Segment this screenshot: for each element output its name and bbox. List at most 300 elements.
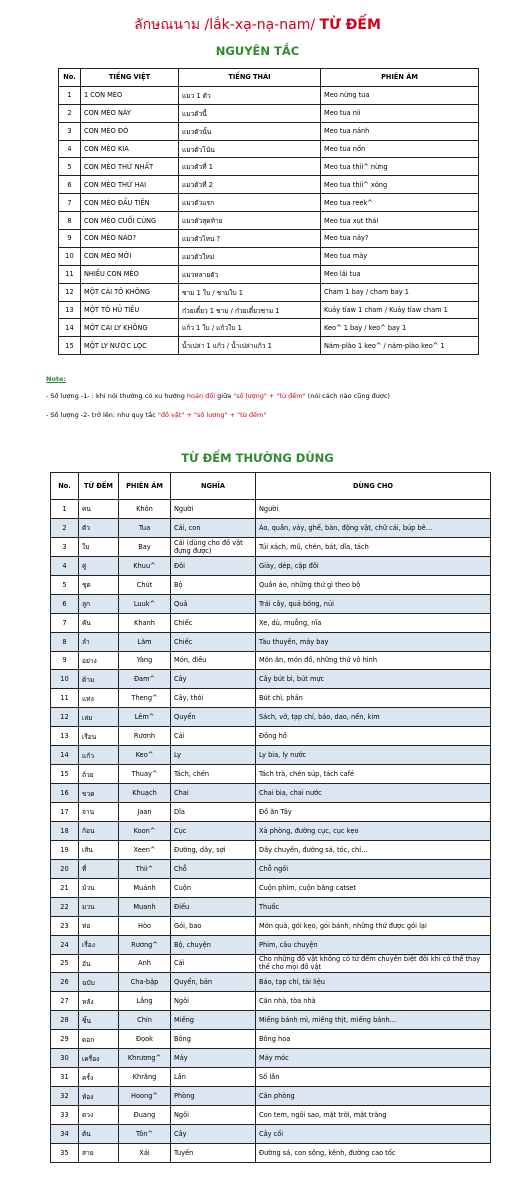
table-cell: 6 — [59, 176, 81, 194]
table-cell: Cây, thỏi — [171, 689, 256, 708]
table-cell: 5 — [59, 158, 81, 176]
table-cell: ลำ — [79, 632, 119, 651]
table-cell: Cây bút bi, bút mực — [256, 670, 491, 689]
table-cell: 18 — [51, 821, 79, 840]
table-row — [51, 1049, 491, 1068]
table-cell: ฉบับ — [79, 973, 119, 992]
table-cell: 22 — [51, 897, 79, 916]
note-1 — [46, 392, 390, 400]
table-cell: Máy móc — [256, 1049, 491, 1068]
table-cell: 35 — [51, 1143, 79, 1162]
table-cell: Đồ ăn Tây — [256, 803, 491, 822]
table-cell: Cho những đồ vật không có từ đếm chuyên biệt đôi khi có thể thay thế cho mọi đồ vật — [256, 954, 491, 973]
table-cell: 32 — [51, 1087, 79, 1106]
table-row — [51, 689, 491, 708]
table-cell: Phim, câu chuyện — [256, 935, 491, 954]
table-cell: Cuộn — [171, 878, 256, 897]
note-1-d: "số lượng" + "từ đếm" — [233, 392, 306, 400]
table-cell: MỘT CÁI TÔ KHÔNG — [81, 283, 179, 301]
column-header: TỪ ĐẾM — [79, 473, 119, 500]
table-cell: Món, điều — [171, 651, 256, 670]
table-row — [51, 651, 491, 670]
table-cell: Keo^ 1 bay / keo^ bay 1 — [321, 319, 479, 337]
table-cell: Con tem, ngôi sao, mặt trời, mặt trăng — [256, 1106, 491, 1125]
table-cell: Hoong^ — [119, 1087, 171, 1106]
table-cell: Muánh — [119, 878, 171, 897]
table-row — [51, 632, 491, 651]
table-row — [51, 878, 491, 897]
table-cell: Cái — [171, 954, 256, 973]
table-cell: Căn nhà, tòa nhà — [256, 992, 491, 1011]
table-cell: Anh — [119, 954, 171, 973]
table-cell: Meo nừng tua — [321, 86, 479, 104]
table-cell: Món quà, gói kẹo, gói bánh, những thứ được gói lại — [256, 916, 491, 935]
note-1-a: - Số lượng -1- : khi nói thường có xu hướng — [46, 392, 187, 400]
table-cell: Rương^ — [119, 935, 171, 954]
table-cell: Jaan — [119, 803, 171, 822]
table-cell: Tuyến — [171, 1143, 256, 1162]
column-header: PHIÊN ÂM — [119, 473, 171, 500]
table-cell: CON MÈO ĐẦU TIÊN — [81, 194, 179, 212]
table-cell: Tách trà, chén súp, tách café — [256, 765, 491, 784]
table-cell: 26 — [51, 973, 79, 992]
note-title: Note: — [46, 375, 67, 383]
table-cell: Xe, dù, muỗng, nĩa — [256, 613, 491, 632]
table-row — [59, 104, 479, 122]
table-cell: Chiếc — [171, 632, 256, 651]
table-cell: Yàng — [119, 651, 171, 670]
table-cell: Cục — [171, 821, 256, 840]
table-cell: แมวหลายตัว — [179, 265, 321, 283]
table-cell: แท่ง — [79, 689, 119, 708]
table-row — [51, 765, 491, 784]
table-row — [51, 708, 491, 727]
table-cell: 16 — [51, 784, 79, 803]
table-cell: 2 — [59, 104, 81, 122]
table-cell: 10 — [59, 247, 81, 265]
table-row — [51, 594, 491, 613]
table-cell: แมวตัวโน้น — [179, 140, 321, 158]
table-row — [51, 500, 491, 519]
table-cell: Nám-plào 1 keo^ / nám-plào keo^ 1 — [321, 337, 479, 355]
table-cell: Cây cối — [256, 1124, 491, 1143]
note-1-e: (nói cách nào cũng được) — [305, 392, 390, 400]
table-cell: Quần áo, những thứ gì theo bộ — [256, 575, 491, 594]
table-cell: น้ำเปล่า 1 แก้ว / น้ำเปล่าแก้ว 1 — [179, 337, 321, 355]
table-row — [51, 727, 491, 746]
table-cell: 1 — [59, 86, 81, 104]
table-cell: 19 — [51, 840, 79, 859]
table-cell: Bộ, chuyện — [171, 935, 256, 954]
table-cell: ชุด — [79, 575, 119, 594]
table-cell: CON MÈO THỨ HAI — [81, 176, 179, 194]
title-pronunciation: /lắk-xạ-nạ-nam/ — [200, 17, 320, 33]
table-cell: CON MÈO NÀY — [81, 104, 179, 122]
table-cell: แมวตัวใหม่ — [179, 247, 321, 265]
table-cell: Khuạch — [119, 784, 171, 803]
table-cell: Tôn^ — [119, 1124, 171, 1143]
table-cell: Đuang — [119, 1106, 171, 1125]
table-row — [59, 194, 479, 212]
table-cell: CON MÈO NÀO? — [81, 230, 179, 248]
table-cell: เส้น — [79, 840, 119, 859]
table-cell: Khrắng — [119, 1068, 171, 1087]
table-cell: Miếng bánh mì, miếng thịt, miếng bánh… — [256, 1011, 491, 1030]
table-row — [51, 556, 491, 575]
table-cell: Tách, chén — [171, 765, 256, 784]
table-row — [51, 803, 491, 822]
table-cell: 14 — [59, 319, 81, 337]
table-cell: CON MÈO CUỐI CÙNG — [81, 212, 179, 230]
table-row — [51, 916, 491, 935]
table-cell: Đồng hồ — [256, 727, 491, 746]
table-cell: 4 — [51, 556, 79, 575]
table-cell: 11 — [59, 265, 81, 283]
table-cell: Khôn — [119, 500, 171, 519]
table-cell: 5 — [51, 575, 79, 594]
note-2-b: "đồ vật" + "số lượng" + "từ đếm" — [157, 411, 267, 419]
table-cell: MỘT CÁI LY KHÔNG — [81, 319, 179, 337]
table-cell: Miếng — [171, 1011, 256, 1030]
table-cell: Áo, quần, váy, ghế, bàn, động vật, chữ cái, búp bê… — [256, 518, 491, 537]
table-cell: 12 — [51, 708, 79, 727]
table-cell: Chai — [171, 784, 256, 803]
table-cell: 15 — [51, 765, 79, 784]
table-cell: Đường, dây, sợi — [171, 840, 256, 859]
table-row — [51, 1068, 491, 1087]
table-row — [51, 1143, 491, 1162]
table-cell: Cuộn phim, cuộn băng catset — [256, 878, 491, 897]
table-row — [51, 613, 491, 632]
page-title — [0, 14, 515, 36]
table-cell: 9 — [51, 651, 79, 670]
table-cell: Lăm — [119, 632, 171, 651]
table-cell: Quả — [171, 594, 256, 613]
table-cell: อย่าง — [79, 651, 119, 670]
table-cell: Lêm^ — [119, 708, 171, 727]
table-cell: Luuk^ — [119, 594, 171, 613]
table-cell: CON MÈO THỨ NHẤT — [81, 158, 179, 176]
table-cell: 27 — [51, 992, 79, 1011]
table-cell: ชิ้น — [79, 1011, 119, 1030]
table-cell: 3 — [59, 122, 81, 140]
table-header-row — [59, 69, 479, 87]
table-row — [59, 247, 479, 265]
table-cell: Cây — [171, 670, 256, 689]
table-row — [59, 301, 479, 319]
table-cell: Phòng — [171, 1087, 256, 1106]
table-cell: Tua — [119, 518, 171, 537]
table-row — [59, 86, 479, 104]
table-cell: 15 — [59, 337, 81, 355]
note-1-b: hoán đổi — [186, 392, 216, 400]
table-row — [51, 954, 491, 973]
table-cell: 31 — [51, 1068, 79, 1087]
table-cell: Khrương^ — [119, 1049, 171, 1068]
table-row — [59, 122, 479, 140]
table-cell: Cham 1 bay / cham bay 1 — [321, 283, 479, 301]
table-cell: Meo tua nảy? — [321, 230, 479, 248]
table-cell: Báo, tạp chí, tài liệu — [256, 973, 491, 992]
table-cell: ตัว — [79, 518, 119, 537]
table-cell: Cái, con — [171, 518, 256, 537]
column-header: No. — [51, 473, 79, 500]
table-row — [51, 859, 491, 878]
table-cell: สาย — [79, 1143, 119, 1162]
table-row — [51, 973, 491, 992]
table-cell: Số lần — [256, 1068, 491, 1087]
table-cell: Thuốc — [256, 897, 491, 916]
table-cell: Cây — [171, 1124, 256, 1143]
table-cell: อัน — [79, 954, 119, 973]
table-cell: Meo tua reek^ — [321, 194, 479, 212]
table-row — [59, 319, 479, 337]
column-header: DÙNG CHO — [256, 473, 491, 500]
table-cell: 28 — [51, 1011, 79, 1030]
table-cell: Khanh — [119, 613, 171, 632]
table-cell: Hòo — [119, 916, 171, 935]
table-row — [51, 746, 491, 765]
table-cell: Túi xách, mũ, chén, bát, dĩa, tách — [256, 537, 491, 556]
table-cell: ครั้ง — [79, 1068, 119, 1087]
table-cell: ถ้วย — [79, 765, 119, 784]
table-cell: Căn phòng — [256, 1087, 491, 1106]
table-cell: 23 — [51, 916, 79, 935]
table-cell: ขวด — [79, 784, 119, 803]
table-cell: เรื่อง — [79, 935, 119, 954]
table-row — [51, 1030, 491, 1049]
column-header: PHIÊN ÂM — [321, 69, 479, 87]
table-cell: Đọok — [119, 1030, 171, 1049]
table-cell: Người — [171, 500, 256, 519]
note-2-a: - Số lượng -2- trở lên: như quy tắc — [46, 411, 158, 419]
table-cell: 6 — [51, 594, 79, 613]
table-cell: ที่ — [79, 859, 119, 878]
table-row — [51, 1011, 491, 1030]
table-cell: Khuu^ — [119, 556, 171, 575]
table-row — [59, 158, 479, 176]
table-cell: Xải — [119, 1143, 171, 1162]
title-thai: ลักษณนาม — [134, 17, 201, 33]
table-cell: ห่อ — [79, 916, 119, 935]
table-cell: Bộ — [171, 575, 256, 594]
table-cell: ลูก — [79, 594, 119, 613]
table-row — [59, 176, 479, 194]
table-row — [51, 784, 491, 803]
table-cell: Keo^ — [119, 746, 171, 765]
table-cell: 9 — [59, 230, 81, 248]
table-cell: Dây chuyền, đường sá, tóc, chỉ… — [256, 840, 491, 859]
table-cell: Meo tua nii — [321, 104, 479, 122]
table-cell: Chỗ ngồi — [256, 859, 491, 878]
table-cell: CON MÈO KIA — [81, 140, 179, 158]
table-cell: ก๋วยเตี๋ยว 1 ชาม / ก๋วยเตี๋ยวชาม 1 — [179, 301, 321, 319]
table-row — [59, 337, 479, 355]
table-cell: Quyển — [171, 708, 256, 727]
table-cell: 7 — [59, 194, 81, 212]
table-cell: Thii^ — [119, 859, 171, 878]
table-cell: ชาม 1 ใบ / ชามใบ 1 — [179, 283, 321, 301]
table-cell: Meo tua mày — [321, 247, 479, 265]
table-cell: ด้าม — [79, 670, 119, 689]
table-cell: Đường sá, con sông, kênh, đường cao tốc — [256, 1143, 491, 1162]
note-2 — [46, 411, 266, 419]
table-cell: Kuảy tỉaw 1 cham / Kuảy tỉaw cham 1 — [321, 301, 479, 319]
table-row — [51, 840, 491, 859]
table-cell: Chín — [119, 1011, 171, 1030]
table-cell: Cái — [171, 727, 256, 746]
table-cell: Lẳng — [119, 992, 171, 1011]
table-cell: CON MÈO ĐÓ — [81, 122, 179, 140]
table-cell: แก้ว 1 ใบ / แก้วใบ 1 — [179, 319, 321, 337]
table-cell: 34 — [51, 1124, 79, 1143]
table-cell: แก้ว — [79, 746, 119, 765]
table-cell: 25 — [51, 954, 79, 973]
table-cell: 3 — [51, 537, 79, 556]
table-header-row — [51, 473, 491, 500]
table-row — [59, 283, 479, 301]
table-cell: 33 — [51, 1106, 79, 1125]
table-cell: มวน — [79, 897, 119, 916]
table-cell: คัน — [79, 613, 119, 632]
table-cell: Máy — [171, 1049, 256, 1068]
column-header: NGHĨA — [171, 473, 256, 500]
table-cell: MỘT LY NƯỚC LỌC — [81, 337, 179, 355]
table-row — [51, 897, 491, 916]
table-cell: 13 — [59, 301, 81, 319]
table-cell: MỘT TÔ HỦ TIẾU — [81, 301, 179, 319]
table-cell: Meo tua thii^ xỏng — [321, 176, 479, 194]
table-cell: ม้วน — [79, 878, 119, 897]
table-row — [51, 935, 491, 954]
table-cell: Ly bia, ly nước — [256, 746, 491, 765]
table-cell: ใบ — [79, 537, 119, 556]
table-cell: เล่ม — [79, 708, 119, 727]
table-cell: Tàu thuyền, máy bay — [256, 632, 491, 651]
table-row — [51, 821, 491, 840]
table-row — [51, 575, 491, 594]
table-cell: 21 — [51, 878, 79, 897]
table-cell: หลัง — [79, 992, 119, 1011]
table-cell: คู่ — [79, 556, 119, 575]
table-cell: Thuay^ — [119, 765, 171, 784]
table-cell: Gói, bao — [171, 916, 256, 935]
table-cell: 29 — [51, 1030, 79, 1049]
table-cell: Trái cây, quả bóng, núi — [256, 594, 491, 613]
table-cell: 2 — [51, 518, 79, 537]
table-row — [59, 230, 479, 248]
table-cell: Chiếc — [171, 613, 256, 632]
table-cell: Xà phòng, đường cục, cục kẹo — [256, 821, 491, 840]
table-cell: 13 — [51, 727, 79, 746]
table-cell: จาน — [79, 803, 119, 822]
table-cell: เครื่อง — [79, 1049, 119, 1068]
table-cell: 8 — [59, 212, 81, 230]
table-row — [51, 1106, 491, 1125]
table-row — [51, 537, 491, 556]
table-cell: แมวตัวที่ 1 — [179, 158, 321, 176]
table-row — [51, 518, 491, 537]
title-viet: TỪ ĐẾM — [319, 17, 381, 33]
table-cell: Muanh — [119, 897, 171, 916]
table-cell: Điếu — [171, 897, 256, 916]
table-cell: แมวตัวนี้ — [179, 104, 321, 122]
table-cell: Chỗ — [171, 859, 256, 878]
table-cell: Meo lải tua — [321, 265, 479, 283]
table-row — [51, 1087, 491, 1106]
table-cell: 8 — [51, 632, 79, 651]
table-cell: แมวตัวสุดท้าย — [179, 212, 321, 230]
table-cell: Dĩa — [171, 803, 256, 822]
table-row — [59, 212, 479, 230]
table-cell: 12 — [59, 283, 81, 301]
table-cell: Bông — [171, 1030, 256, 1049]
table-cell: Meo tua nánh — [321, 122, 479, 140]
table-cell: Ngôi — [171, 1106, 256, 1125]
table-cell: Bay — [119, 537, 171, 556]
table-row — [59, 265, 479, 283]
table-cell: Koon^ — [119, 821, 171, 840]
table-cell: แมวตัวนั้น — [179, 122, 321, 140]
table-cell: 7 — [51, 613, 79, 632]
table-cell: แมวตัวไหน ? — [179, 230, 321, 248]
table-cell: เรือน — [79, 727, 119, 746]
table-cell: 1 CON MÈO — [81, 86, 179, 104]
table-cell: Lần — [171, 1068, 256, 1087]
table-cell: Cái (dùng cho đồ vật đựng được) — [171, 537, 256, 556]
table-cell: ดวง — [79, 1106, 119, 1125]
table-cell: 24 — [51, 935, 79, 954]
table-cell: Chai bia, chai nước — [256, 784, 491, 803]
table-cell: แมว 1 ตัว — [179, 86, 321, 104]
table-row — [51, 1124, 491, 1143]
table-cell: แมวตัวแรก — [179, 194, 321, 212]
table-cell: Bông hoa — [256, 1030, 491, 1049]
table-cell: Meo tua xụt thái — [321, 212, 479, 230]
table-cell: Cha-bặp — [119, 973, 171, 992]
table-cell: Giày, dép, cặp đôi — [256, 556, 491, 575]
column-header: TIẾNG VIỆT — [81, 69, 179, 87]
table-cell: ก้อน — [79, 821, 119, 840]
table-row — [51, 992, 491, 1011]
table-row — [59, 140, 479, 158]
table-cell: ห้อง — [79, 1087, 119, 1106]
table-cell: Theng^ — [119, 689, 171, 708]
table-row — [51, 670, 491, 689]
table-cell: 11 — [51, 689, 79, 708]
table-cell: CON MÈO MỚI — [81, 247, 179, 265]
table-cell: ดอก — [79, 1030, 119, 1049]
table-cell: Chút — [119, 575, 171, 594]
table-cell: 1 — [51, 500, 79, 519]
classifiers-table — [50, 472, 491, 1163]
section-title-principles: NGUYÊN TẮC — [215, 44, 300, 58]
table-cell: Đam^ — [119, 670, 171, 689]
table-cell: แมวตัวที่ 2 — [179, 176, 321, 194]
table-cell: Ngôi — [171, 992, 256, 1011]
table-cell: 10 — [51, 670, 79, 689]
table-cell: Người — [256, 500, 491, 519]
table-cell: Bút chì, phấn — [256, 689, 491, 708]
principles-table — [58, 68, 479, 355]
table-cell: Xeen^ — [119, 840, 171, 859]
table-cell: Ly — [171, 746, 256, 765]
table-cell: Meo tua nốn — [321, 140, 479, 158]
table-cell: Món ăn, món đồ, những thứ vô hình — [256, 651, 491, 670]
table-cell: 14 — [51, 746, 79, 765]
table-cell: Quyển, bản — [171, 973, 256, 992]
table-cell: Sách, vở, tạp chí, báo, dao, nến, kim — [256, 708, 491, 727]
